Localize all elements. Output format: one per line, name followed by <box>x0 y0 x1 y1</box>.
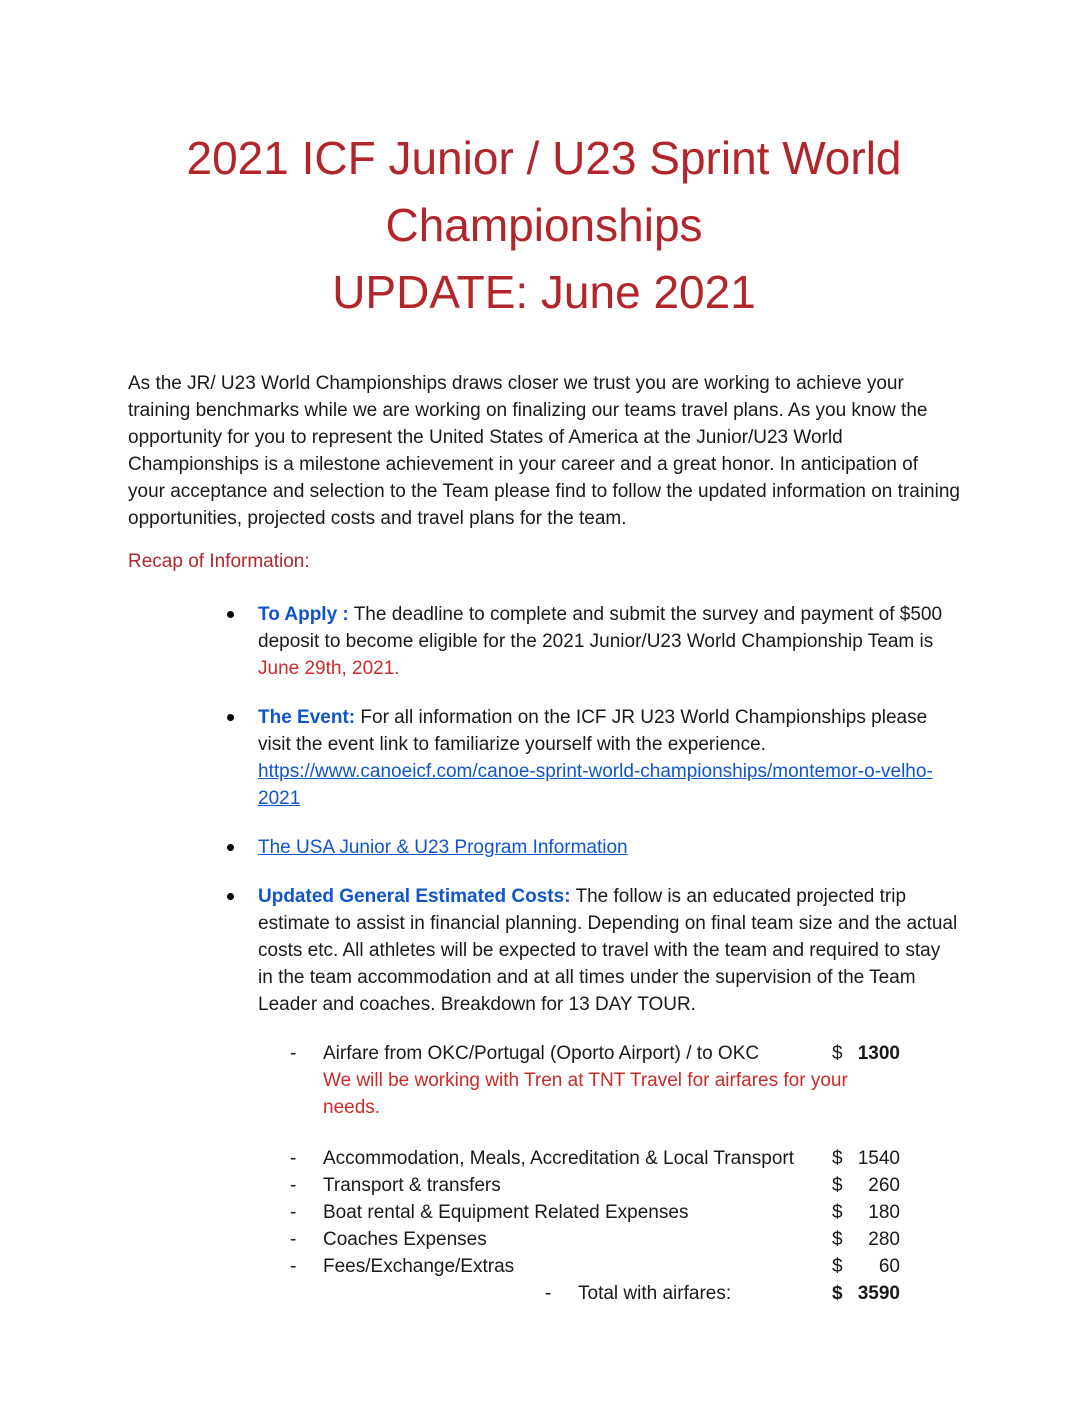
cost-amount <box>832 1040 900 1067</box>
dash-marker: - <box>290 1043 297 1064</box>
program-info-link[interactable]: The USA Junior & U23 Program Information <box>258 837 628 858</box>
currency-symbol: $ <box>832 1148 843 1169</box>
cost-row-accommodation <box>290 1145 900 1172</box>
dash-marker: - <box>290 1175 297 1196</box>
estimated-costs-label: Updated General Estimated Costs: <box>258 886 571 907</box>
recap-heading: Recap of Information: <box>128 551 310 572</box>
bullet-dot-icon <box>227 893 234 900</box>
cost-amount <box>832 1172 900 1199</box>
the-event-text: For all information on the ICF JR U23 World Championships please visit the event link to familiarize yourself with the experience. <box>258 707 928 755</box>
total-label: Total with airfares: <box>578 1283 732 1304</box>
recap-list <box>128 601 960 1018</box>
amount-value: 3590 <box>857 1283 900 1304</box>
amount-value: 180 <box>868 1202 900 1223</box>
total-indent-spacer <box>290 1280 545 1307</box>
bullet-estimated-costs <box>128 883 960 1018</box>
cost-breakdown-list <box>128 1040 960 1307</box>
currency-symbol: $ <box>832 1175 843 1196</box>
cost-row-boat-rental <box>290 1199 900 1226</box>
currency-symbol: $ <box>832 1043 843 1064</box>
bullet-the-event <box>128 704 960 812</box>
bullet-dot-icon <box>227 714 234 721</box>
amount-value: 280 <box>868 1229 900 1250</box>
bullet-dot-icon <box>227 611 234 618</box>
document-title <box>128 125 960 326</box>
cost-amount <box>832 1253 900 1280</box>
cost-row-coaches <box>290 1226 900 1253</box>
cost-label: Airfare from OKC/Portugal (Oporto Airport) / to OKC <box>323 1043 760 1064</box>
cost-label: Boat rental & Equipment Related Expenses <box>323 1202 689 1223</box>
cost-row-fees <box>290 1253 900 1280</box>
amount-value: 60 <box>878 1256 900 1277</box>
event-url-link[interactable]: https://www.canoeicf.com/canoe-sprint-world-championships/montemor-o-velho-2021 <box>258 761 933 809</box>
the-event-label: The Event: <box>258 707 356 728</box>
currency-symbol: $ <box>832 1202 843 1223</box>
currency-symbol: $ <box>832 1229 843 1250</box>
estimated-costs-text: The follow is an educated projected trip estimate to assist in financial planning. Depending on final team size and the actual costs etc. All athletes will be expected to travel with the team and required to stay in the team accommodation and at all times under the supervision of the Team Leader and coaches. Breakdown for 13 DAY TOUR. <box>258 886 958 1015</box>
cost-label: Transport & transfers <box>323 1175 501 1196</box>
dash-marker: - <box>290 1229 297 1250</box>
dash-marker: - <box>290 1148 297 1169</box>
title-line-3: UPDATE: June 2021 <box>332 266 756 318</box>
cost-row-airfare <box>290 1040 900 1067</box>
amount-value: 260 <box>868 1175 900 1196</box>
cost-row-total <box>290 1280 900 1307</box>
intro-paragraph: As the JR/ U23 World Championships draws closer we trust you are working to achieve your training benchmarks while we are working on finalizing our teams travel plans. As you know the opportunity for you to represent the United States of America at the Junior/U23 World Championships is a milestone achievement in your career and a great honor. In anticipation of your acceptance and selection to the Team please find to follow the updated information on training opportunities, projected costs and travel plans for the team. <box>128 373 960 529</box>
cost-amount <box>832 1145 900 1172</box>
airfare-note: We will be working with Tren at TNT Travel for airfares for your needs. <box>323 1070 848 1118</box>
to-apply-label: To Apply : <box>258 604 349 625</box>
title-line-2: Championships <box>385 199 703 251</box>
currency-symbol: $ <box>832 1256 843 1277</box>
dash-marker: - <box>545 1283 552 1304</box>
cost-amount <box>832 1226 900 1253</box>
title-line-1: 2021 ICF Junior / U23 Sprint World <box>186 132 902 184</box>
dash-marker: - <box>290 1256 297 1277</box>
deadline-date: June 29th, 2021. <box>258 658 400 679</box>
cost-row-transport <box>290 1172 900 1199</box>
bullet-program-info <box>128 834 960 861</box>
spacer <box>290 1121 900 1145</box>
bullet-dot-icon <box>227 844 234 851</box>
bullet-to-apply <box>128 601 960 682</box>
cost-label: Accommodation, Meals, Accreditation & Local Transport <box>323 1148 795 1169</box>
amount-value: 1540 <box>857 1148 900 1169</box>
to-apply-text: The deadline to complete and submit the survey and payment of $500 deposit to become eligible for the 2021 Junior/U23 World Championship Team is <box>258 604 943 652</box>
cost-label: Fees/Exchange/Extras <box>323 1256 515 1277</box>
cost-amount <box>832 1199 900 1226</box>
dash-marker: - <box>290 1202 297 1223</box>
currency-symbol: $ <box>832 1283 843 1304</box>
amount-value: 1300 <box>857 1043 900 1064</box>
total-amount <box>832 1280 900 1307</box>
cost-label: Coaches Expenses <box>323 1229 487 1250</box>
